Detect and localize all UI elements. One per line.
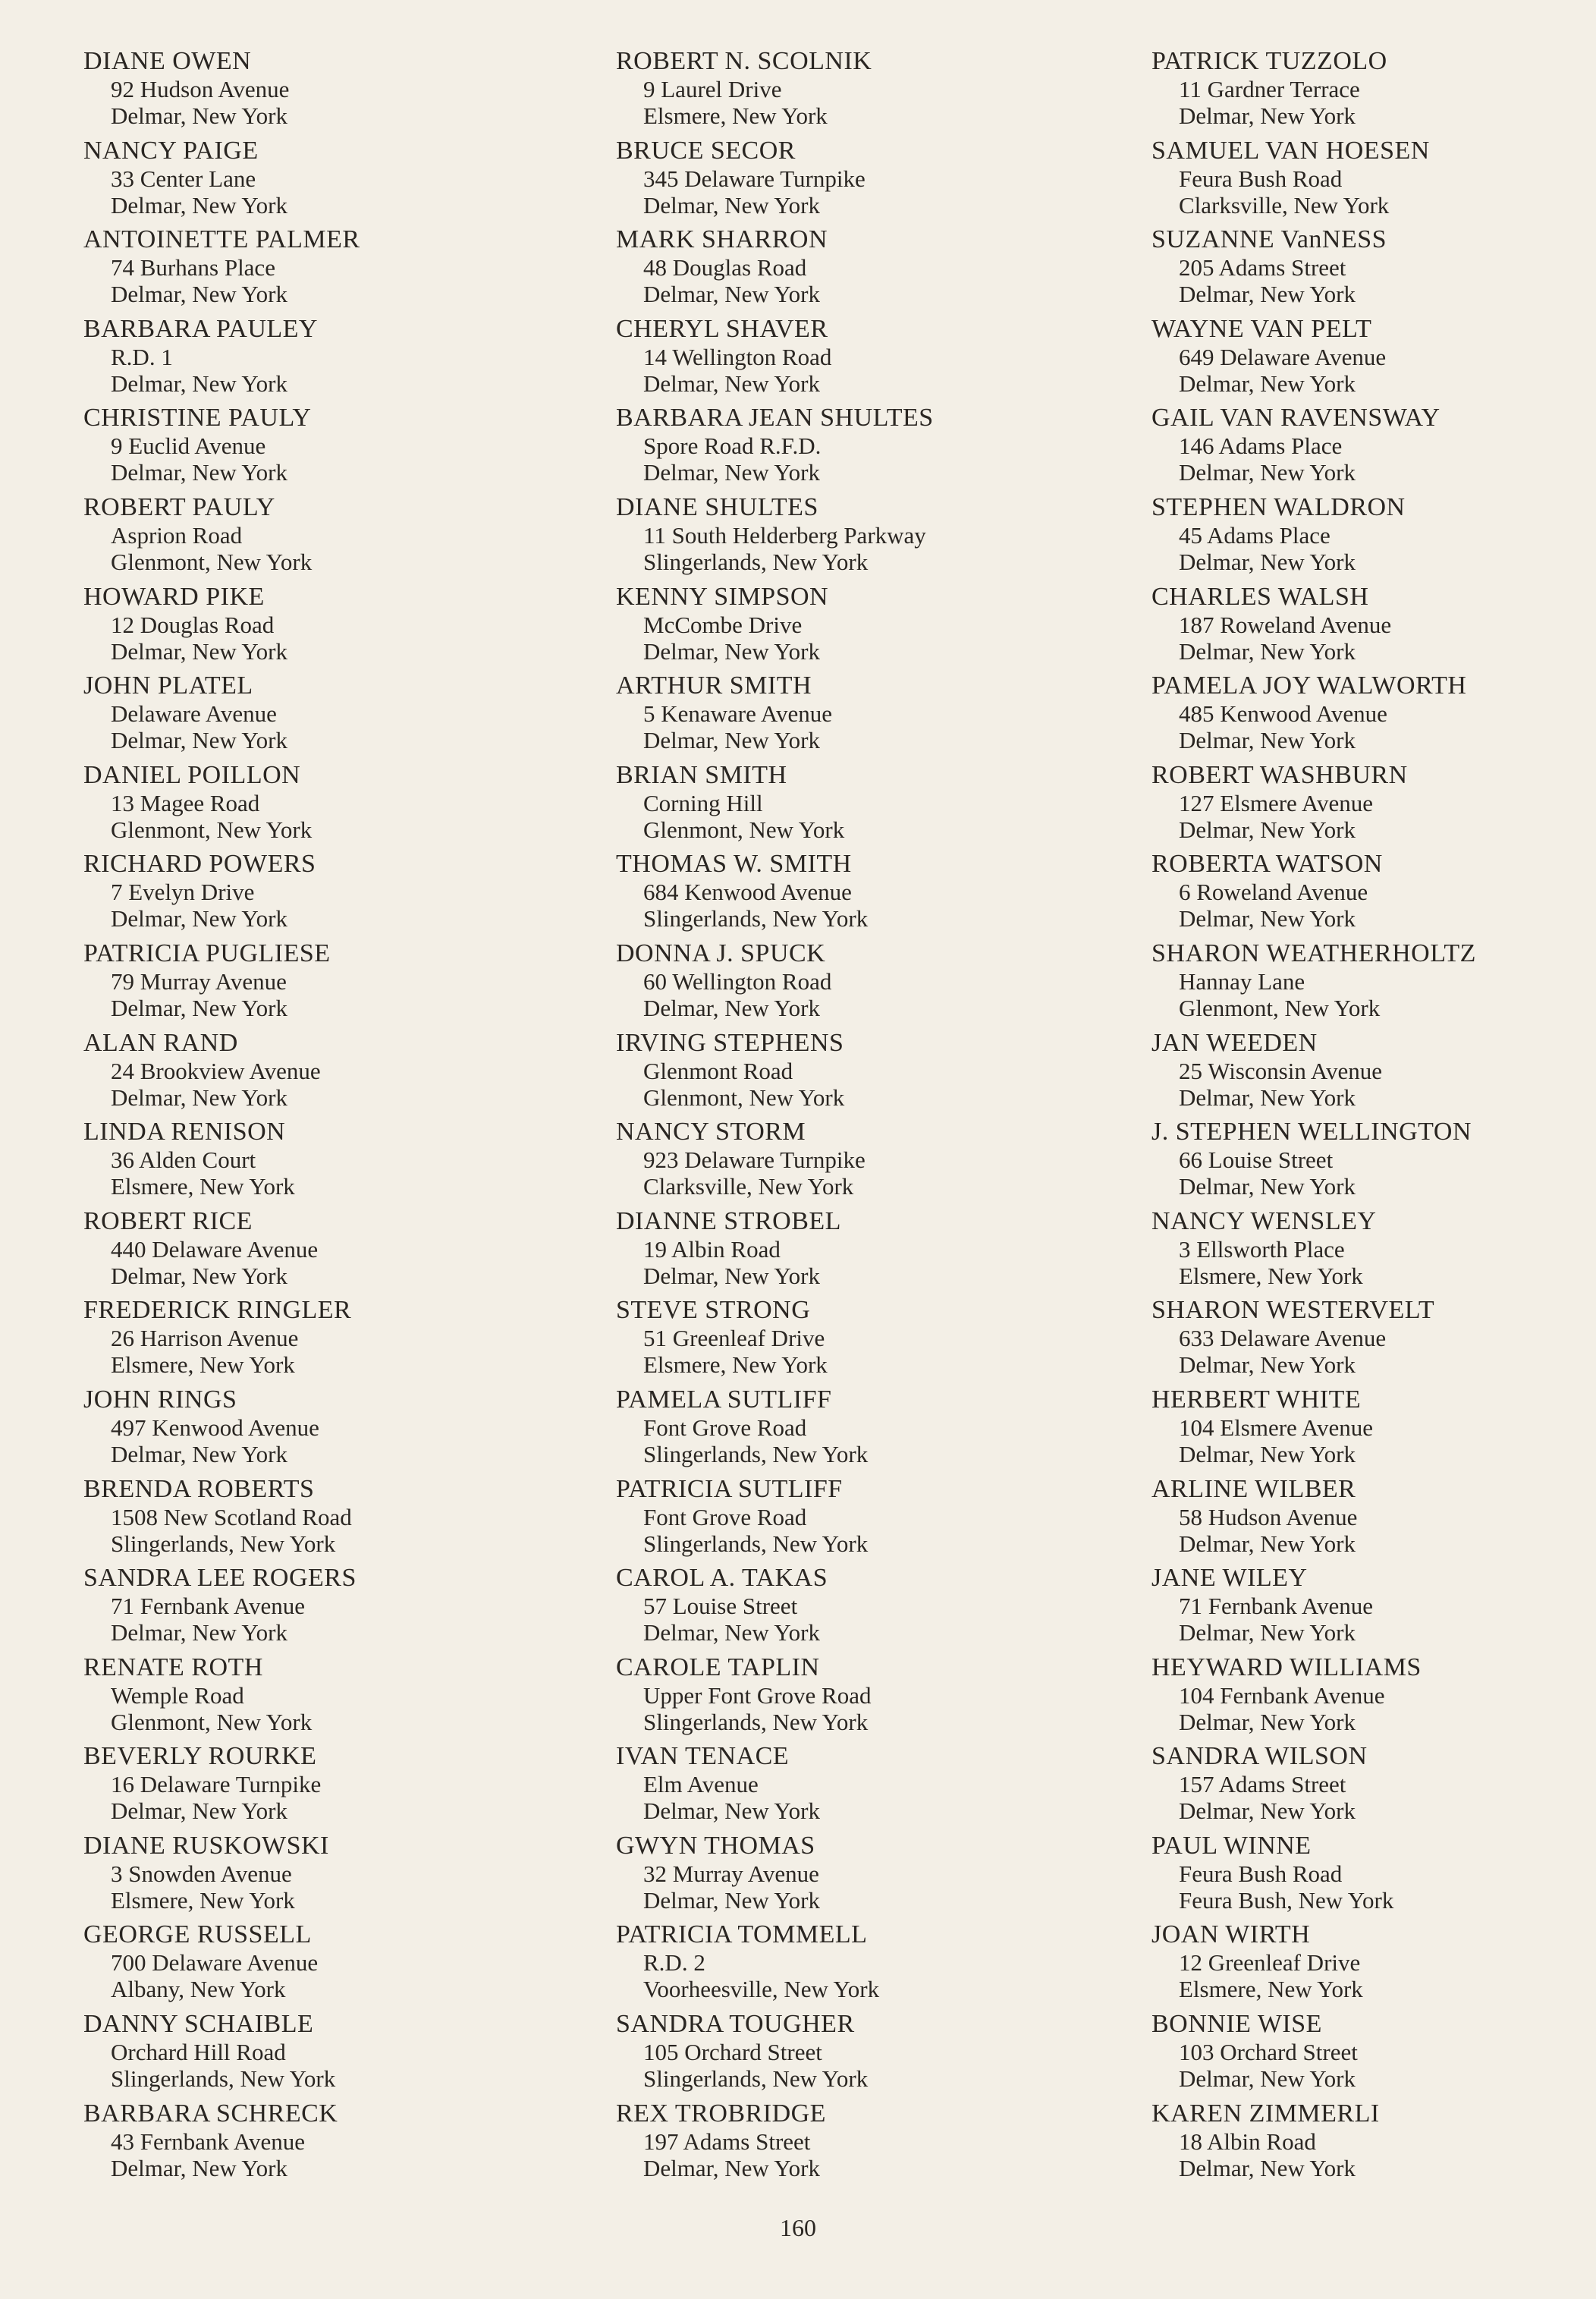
street-address: 36 Alden Court [111, 1146, 256, 1174]
street-address: Font Grove Road [643, 1503, 807, 1530]
city-state: Delmar, New York [1179, 1530, 1356, 1557]
person-name: BARBARA PAULEY [83, 314, 318, 343]
directory-entry [616, 1564, 1086, 1653]
directory-entry [83, 939, 554, 1029]
city-state: Slingerlands, New York [643, 1708, 869, 1735]
person-name: ROBERT WASHBURN [1151, 760, 1408, 789]
city-state: Delmar, New York [1179, 727, 1356, 754]
person-name: REX TROBRIDGE [616, 2099, 826, 2128]
directory-entry [1151, 1920, 1596, 2010]
city-state: Delmar, New York [111, 191, 287, 219]
street-address: Glenmont Road [643, 1057, 793, 1084]
street-address: 205 Adams Street [1179, 254, 1346, 281]
city-state: Delmar, New York [111, 1440, 287, 1467]
city-state: Delmar, New York [1179, 370, 1356, 397]
directory-entry [1151, 1029, 1596, 1118]
directory-entry [83, 1475, 554, 1565]
person-name: SANDRA LEE ROGERS [83, 1564, 357, 1593]
street-address: 32 Murray Avenue [643, 1860, 819, 1887]
person-name: PATRICK TUZZOLO [1151, 47, 1387, 75]
person-name: BRUCE SECOR [616, 136, 796, 165]
directory-entry [83, 137, 554, 226]
person-name: DIANE SHULTES [616, 492, 818, 521]
person-name: CHRISTINE PAULY [83, 404, 312, 432]
directory-entry [616, 493, 1086, 583]
directory-entry [1151, 1832, 1596, 1921]
directory-entry [616, 1920, 1086, 2010]
city-state: Delmar, New York [1179, 1797, 1356, 1825]
city-state: Glenmont, New York [643, 1083, 845, 1111]
city-state: Delmar, New York [111, 1619, 287, 1646]
person-name: BRIAN SMITH [616, 760, 787, 789]
city-state: Delmar, New York [1179, 1351, 1356, 1379]
directory-entry [1151, 47, 1596, 137]
directory-entry [616, 1742, 1086, 1832]
city-state: Albany, New York [111, 1976, 286, 2003]
street-address: 684 Kenwood Avenue [643, 879, 852, 906]
directory-entry [616, 2099, 1086, 2189]
city-state: Clarksville, New York [643, 1173, 854, 1200]
street-address: 7 Evelyn Drive [111, 879, 255, 906]
person-name: ARLINE WILBER [1151, 1474, 1356, 1503]
street-address: 104 Fernbank Avenue [1179, 1681, 1385, 1709]
directory-entry [1151, 1653, 1596, 1743]
directory-entry [1151, 1385, 1596, 1475]
person-name: BEVERLY ROURKE [83, 1742, 317, 1771]
city-state: Delmar, New York [643, 2154, 820, 2181]
street-address: 146 Adams Place [1179, 432, 1343, 460]
city-state: Delmar, New York [1179, 1619, 1356, 1646]
directory-entry [1151, 1475, 1596, 1565]
street-address: 6 Roweland Avenue [1179, 879, 1368, 906]
person-name: CHERYL SHAVER [616, 314, 828, 343]
street-address: 48 Douglas Road [643, 254, 807, 281]
city-state: Delmar, New York [111, 1797, 287, 1825]
directory-entry [616, 583, 1086, 672]
street-address: 5 Kenaware Avenue [643, 700, 833, 728]
street-address: 105 Orchard Street [643, 2039, 822, 2066]
person-name: JOHN PLATEL [83, 671, 253, 700]
person-name: J. STEPHEN WELLINGTON [1151, 1118, 1472, 1146]
directory-entry [616, 1475, 1086, 1565]
person-name: SUZANNE VanNESS [1151, 225, 1387, 254]
person-name: STEVE STRONG [616, 1296, 811, 1325]
person-name: ROBERT N. SCOLNIK [616, 47, 872, 75]
street-address: 104 Elsmere Avenue [1179, 1414, 1373, 1441]
city-state: Slingerlands, New York [643, 905, 869, 932]
street-address: 103 Orchard Street [1179, 2039, 1358, 2066]
city-state: Elsmere, New York [643, 102, 828, 129]
directory-entry [616, 404, 1086, 493]
person-name: BARBARA JEAN SHULTES [616, 404, 934, 432]
person-name: GWYN THOMAS [616, 1831, 815, 1860]
street-address: 57 Louise Street [643, 1593, 798, 1620]
person-name: ALAN RAND [83, 1028, 238, 1057]
street-address: 345 Delaware Turnpike [643, 165, 866, 192]
city-state: Glenmont, New York [111, 816, 313, 843]
street-address: 197 Adams Street [643, 2128, 811, 2155]
person-name: HEYWARD WILLIAMS [1151, 1653, 1422, 1681]
person-name: LINDA RENISON [83, 1118, 286, 1146]
street-address: Corning Hill [643, 789, 763, 816]
city-state: Glenmont, New York [111, 1708, 313, 1735]
street-address: Font Grove Road [643, 1414, 807, 1441]
directory-entry [83, 1564, 554, 1653]
street-address: 485 Kenwood Avenue [1179, 700, 1387, 728]
person-name: DIANE OWEN [83, 47, 252, 75]
person-name: HERBERT WHITE [1151, 1385, 1362, 1414]
street-address: 3 Ellsworth Place [1179, 1235, 1345, 1263]
street-address: 79 Murray Avenue [111, 967, 287, 995]
street-address: 127 Elsmere Avenue [1179, 789, 1373, 816]
city-state: Elsmere, New York [1179, 1976, 1363, 2003]
directory-entry [616, 761, 1086, 851]
city-state: Glenmont, New York [111, 548, 313, 575]
street-address: R.D. 2 [643, 1949, 705, 1977]
person-name: NANCY WENSLEY [1151, 1206, 1377, 1235]
person-name: KAREN ZIMMERLI [1151, 2099, 1380, 2128]
person-name: WAYNE VAN PELT [1151, 314, 1372, 343]
directory-entry [83, 1742, 554, 1832]
city-state: Delmar, New York [111, 727, 287, 754]
city-state: Delmar, New York [1179, 905, 1356, 932]
directory-entry [1151, 315, 1596, 404]
directory-entry [1151, 404, 1596, 493]
directory-entry [1151, 939, 1596, 1029]
person-name: ROBERT RICE [83, 1206, 253, 1235]
directory-entry [83, 671, 554, 761]
directory-entry [1151, 671, 1596, 761]
directory-entry [1151, 2010, 1596, 2099]
street-address: 33 Center Lane [111, 165, 256, 192]
directory-entry [83, 315, 554, 404]
directory-entry [1151, 1118, 1596, 1207]
street-address: 11 South Helderberg Parkway [643, 521, 926, 549]
street-address: 19 Albin Road [643, 1235, 781, 1263]
person-name: ANTOINETTE PALMER [83, 225, 360, 254]
directory-entry [83, 1029, 554, 1118]
directory-entry [1151, 1742, 1596, 1832]
city-state: Delmar, New York [643, 1797, 820, 1825]
person-name: ROBERTA WATSON [1151, 850, 1383, 879]
street-address: 440 Delaware Avenue [111, 1235, 319, 1263]
person-name: SAMUEL VAN HOESEN [1151, 136, 1430, 165]
street-address: 12 Greenleaf Drive [1179, 1949, 1361, 1977]
city-state: Delmar, New York [1179, 459, 1356, 486]
street-address: 58 Hudson Avenue [1179, 1503, 1358, 1530]
city-state: Clarksville, New York [1179, 191, 1390, 219]
street-address: 66 Louise Street [1179, 1146, 1334, 1174]
person-name: PATRICIA SUTLIFF [616, 1474, 843, 1503]
street-address: McCombe Drive [643, 611, 803, 638]
person-name: DANIEL POILLON [83, 760, 301, 789]
street-address: 71 Fernbank Avenue [1179, 1593, 1373, 1620]
street-address: 633 Delaware Avenue [1179, 1325, 1387, 1352]
city-state: Glenmont, New York [1179, 994, 1381, 1021]
person-name: SANDRA TOUGHER [616, 2010, 855, 2039]
person-name: JANE WILEY [1151, 1564, 1308, 1593]
directory-entry [83, 1832, 554, 1921]
city-state: Delmar, New York [111, 102, 287, 129]
street-address: Asprion Road [111, 521, 243, 549]
city-state: Slingerlands, New York [111, 2065, 336, 2093]
street-address: 497 Kenwood Avenue [111, 1414, 319, 1441]
person-name: IVAN TENACE [616, 1742, 790, 1771]
street-address: Feura Bush Road [1179, 1860, 1343, 1887]
directory-entry [83, 47, 554, 137]
directory-entry [83, 1207, 554, 1297]
person-name: PAUL WINNE [1151, 1831, 1312, 1860]
street-address: 74 Burhans Place [111, 254, 275, 281]
directory-entry [83, 1653, 554, 1743]
city-state: Delmar, New York [643, 459, 820, 486]
directory-entry [1151, 137, 1596, 226]
directory-entry [83, 404, 554, 493]
street-address: 3 Snowden Avenue [111, 1860, 292, 1887]
person-name: DIANE RUSKOWSKI [83, 1831, 329, 1860]
person-name: BONNIE WISE [1151, 2010, 1322, 2039]
person-name: CAROLE TAPLIN [616, 1653, 820, 1681]
person-name: HOWARD PIKE [83, 582, 265, 611]
directory-column-1 [83, 47, 554, 2188]
person-name: CHARLES WALSH [1151, 582, 1369, 611]
directory-entry [83, 761, 554, 851]
person-name: PAMELA SUTLIFF [616, 1385, 832, 1414]
street-address: 12 Douglas Road [111, 611, 275, 638]
directory-entry [1151, 1564, 1596, 1653]
person-name: JAN WEEDEN [1151, 1028, 1318, 1057]
city-state: Delmar, New York [643, 1886, 820, 1914]
directory-entry [1151, 1207, 1596, 1297]
city-state: Delmar, New York [1179, 637, 1356, 665]
person-name: JOHN RINGS [83, 1385, 237, 1414]
city-state: Delmar, New York [643, 191, 820, 219]
street-address: 18 Albin Road [1179, 2128, 1316, 2155]
person-name: PAMELA JOY WALWORTH [1151, 671, 1467, 700]
city-state: Delmar, New York [1179, 1708, 1356, 1735]
city-state: Delmar, New York [111, 637, 287, 665]
person-name: BARBARA SCHRECK [83, 2099, 338, 2128]
street-address: Upper Font Grove Road [643, 1681, 872, 1709]
city-state: Delmar, New York [111, 459, 287, 486]
person-name: DANNY SCHAIBLE [83, 2010, 314, 2039]
person-name: ROBERT PAULY [83, 492, 275, 521]
directory-entry [616, 1385, 1086, 1475]
person-name: NANCY PAIGE [83, 136, 259, 165]
city-state: Slingerlands, New York [643, 1530, 869, 1557]
person-name: GAIL VAN RAVENSWAY [1151, 404, 1440, 432]
city-state: Delmar, New York [643, 727, 820, 754]
city-state: Elsmere, New York [111, 1351, 295, 1379]
city-state: Delmar, New York [1179, 2065, 1356, 2093]
city-state: Delmar, New York [1179, 1083, 1356, 1111]
person-name: SHARON WEATHERHOLTZ [1151, 939, 1476, 967]
directory-entry [616, 1832, 1086, 1921]
city-state: Delmar, New York [643, 1619, 820, 1646]
city-state: Delmar, New York [111, 994, 287, 1021]
directory-entry [616, 939, 1086, 1029]
person-name: THOMAS W. SMITH [616, 850, 852, 879]
directory-entry [616, 671, 1086, 761]
city-state: Delmar, New York [1179, 1173, 1356, 1200]
street-address: 157 Adams Street [1179, 1771, 1346, 1798]
directory-entry [616, 1029, 1086, 1118]
street-address: 13 Magee Road [111, 789, 260, 816]
person-name: STEPHEN WALDRON [1151, 492, 1406, 521]
street-address: 26 Harrison Avenue [111, 1325, 299, 1352]
street-address: 24 Brookview Avenue [111, 1057, 321, 1084]
city-state: Delmar, New York [111, 1083, 287, 1111]
street-address: 1508 New Scotland Road [111, 1503, 352, 1530]
city-state: Delmar, New York [111, 2154, 287, 2181]
street-address: 9 Euclid Avenue [111, 432, 266, 460]
city-state: Delmar, New York [1179, 548, 1356, 575]
city-state: Elsmere, New York [111, 1886, 295, 1914]
city-state: Delmar, New York [1179, 2154, 1356, 2181]
city-state: Delmar, New York [1179, 281, 1356, 308]
city-state: Feura Bush, New York [1179, 1886, 1394, 1914]
city-state: Delmar, New York [1179, 102, 1356, 129]
person-name: SHARON WESTERVELT [1151, 1296, 1435, 1325]
person-name: FREDERICK RINGLER [83, 1296, 352, 1325]
city-state: Delmar, New York [111, 1262, 287, 1289]
directory-entry [83, 2099, 554, 2189]
directory-entry [616, 1653, 1086, 1743]
city-state: Slingerlands, New York [111, 1530, 336, 1557]
directory-entry [1151, 583, 1596, 672]
street-address: 649 Delaware Avenue [1179, 343, 1387, 370]
city-state: Voorheesville, New York [643, 1976, 880, 2003]
person-name: CAROL A. TAKAS [616, 1564, 828, 1593]
directory-entry [83, 1920, 554, 2010]
city-state: Delmar, New York [111, 905, 287, 932]
city-state: Elsmere, New York [1179, 1262, 1363, 1289]
person-name: MARK SHARRON [616, 225, 828, 254]
directory-entry [83, 850, 554, 939]
city-state: Delmar, New York [1179, 816, 1356, 843]
street-address: 92 Hudson Avenue [111, 76, 290, 102]
person-name: DIANNE STROBEL [616, 1206, 841, 1235]
street-address: 700 Delaware Avenue [111, 1949, 319, 1977]
person-name: ARTHUR SMITH [616, 671, 812, 700]
directory-entry [1151, 850, 1596, 939]
directory-entry [616, 225, 1086, 315]
city-state: Delmar, New York [1179, 1440, 1356, 1467]
city-state: Delmar, New York [643, 281, 820, 308]
street-address: 25 Wisconsin Avenue [1179, 1057, 1382, 1084]
page-number: 160 [780, 2214, 816, 2241]
directory-entry [1151, 1296, 1596, 1385]
street-address: Spore Road R.F.D. [643, 432, 822, 460]
city-state: Glenmont, New York [643, 816, 845, 843]
directory-entry [1151, 225, 1596, 315]
person-name: PATRICIA PUGLIESE [83, 939, 331, 967]
city-state: Slingerlands, New York [643, 1440, 869, 1467]
directory-entry [616, 1207, 1086, 1297]
directory-entry [616, 315, 1086, 404]
person-name: IRVING STEPHENS [616, 1028, 844, 1057]
street-address: 16 Delaware Turnpike [111, 1771, 322, 1798]
person-name: NANCY STORM [616, 1118, 806, 1146]
city-state: Delmar, New York [643, 637, 820, 665]
city-state: Slingerlands, New York [643, 548, 869, 575]
city-state: Elsmere, New York [643, 1351, 828, 1379]
directory-entry [616, 1118, 1086, 1207]
street-address: 71 Fernbank Avenue [111, 1593, 305, 1620]
directory-column-2 [616, 47, 1086, 2188]
person-name: KENNY SIMPSON [616, 582, 829, 611]
directory-entry [83, 225, 554, 315]
street-address: 60 Wellington Road [643, 967, 832, 995]
city-state: Delmar, New York [643, 370, 820, 397]
directory-entry [616, 137, 1086, 226]
city-state: Delmar, New York [111, 370, 287, 397]
person-name: BRENDA ROBERTS [83, 1474, 315, 1503]
street-address: 11 Gardner Terrace [1179, 76, 1360, 102]
directory-entry [1151, 2099, 1596, 2189]
directory-entry [616, 2010, 1086, 2099]
city-state: Delmar, New York [643, 994, 820, 1021]
directory-entry [83, 1118, 554, 1207]
street-address: Feura Bush Road [1179, 165, 1343, 192]
directory-column-3 [1151, 47, 1596, 2188]
person-name: JOAN WIRTH [1151, 1920, 1311, 1949]
directory-entry [616, 47, 1086, 137]
street-address: 923 Delaware Turnpike [643, 1146, 866, 1174]
directory-entry [83, 1385, 554, 1475]
street-address: Orchard Hill Road [111, 2039, 286, 2066]
city-state: Slingerlands, New York [643, 2065, 869, 2093]
person-name: RENATE ROTH [83, 1653, 263, 1681]
street-address: Wemple Road [111, 1681, 244, 1709]
directory-entry [1151, 493, 1596, 583]
street-address: 43 Fernbank Avenue [111, 2128, 305, 2155]
directory-entry [616, 1296, 1086, 1385]
city-state: Elsmere, New York [111, 1173, 295, 1200]
street-address: 9 Laurel Drive [643, 76, 782, 102]
street-address: Delaware Avenue [111, 700, 277, 728]
person-name: PATRICIA TOMMELL [616, 1920, 868, 1949]
person-name: DONNA J. SPUCK [616, 939, 826, 967]
directory-entry [83, 1296, 554, 1385]
street-address: Hannay Lane [1179, 967, 1305, 995]
city-state: Delmar, New York [111, 281, 287, 308]
street-address: R.D. 1 [111, 343, 173, 370]
street-address: 187 Roweland Avenue [1179, 611, 1392, 638]
directory-entry [83, 493, 554, 583]
person-name: RICHARD POWERS [83, 850, 316, 879]
directory-entry [83, 2010, 554, 2099]
directory-entry [83, 583, 554, 672]
street-address: Elm Avenue [643, 1771, 759, 1798]
person-name: GEORGE RUSSELL [83, 1920, 312, 1949]
directory-entry [1151, 761, 1596, 851]
street-address: 45 Adams Place [1179, 521, 1331, 549]
street-address: 14 Wellington Road [643, 343, 832, 370]
city-state: Delmar, New York [643, 1262, 820, 1289]
street-address: 51 Greenleaf Drive [643, 1325, 825, 1352]
directory-entry [616, 850, 1086, 939]
person-name: SANDRA WILSON [1151, 1742, 1368, 1771]
